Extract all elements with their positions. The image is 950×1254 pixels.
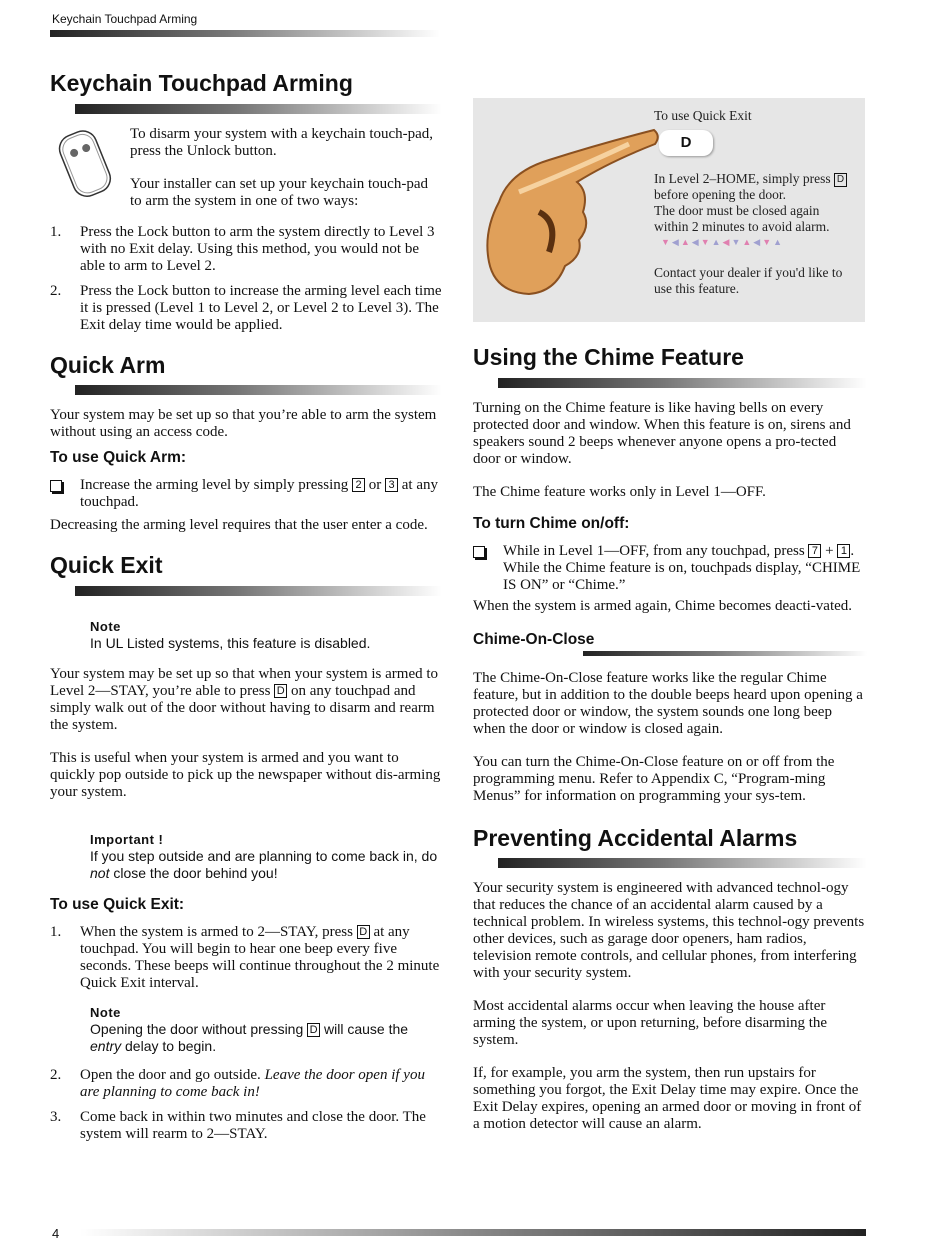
left-column <box>50 70 442 1143</box>
qe-line1: In Level 2–HOME, simply press D before opening the door. <box>654 171 859 203</box>
checklist-item: Increase the arming level by simply pressing 2 or 3 at any touchpad. <box>50 477 442 511</box>
section-rule <box>498 378 867 388</box>
section-rule <box>75 586 442 596</box>
qe-line2: The door must be closed again within 2 minutes to avoid alarm. <box>654 203 830 234</box>
decorative-triangles-icon: ▼◀▲◀▼▲◀▼▲◀▼▲ <box>661 237 785 247</box>
d-key-button-icon: D <box>659 130 713 156</box>
qe-line3: Contact your dealer if you'd like to use this feature. <box>654 265 843 296</box>
footer-rule <box>80 1229 866 1236</box>
keychain-remote-icon <box>50 126 118 202</box>
section-rule <box>75 385 442 395</box>
chime-on-close-title: Chime-On-Close <box>473 630 595 648</box>
header-rule <box>50 30 440 37</box>
chime-on-close-p2: You can turn the Chime-On-Close feature on or off from the programming menu. Refer to Appendix C, “Program-ming Menus” for information on programming your sys-tem. <box>473 753 835 804</box>
checkbox-icon <box>50 480 62 492</box>
note: Note Opening the door without pressing D will cause the entry delay to begin. <box>90 1004 409 1054</box>
keychain-p1: To disarm your system with a keychain touch-pad, press the Unlock button. <box>130 125 434 159</box>
keychain-p2: Your installer can set up your keychain touch-pad to arm the system in one of two ways: <box>130 175 428 209</box>
chime-p3: When the system is armed again, Chime becomes deacti-vated. <box>473 597 853 614</box>
accidental-p1: Your security system is engineered with advanced technol-ogy that reduces the chance of an accidental alarm caused by a technical problem. In wireless systems, this technol-ogy prevents other devices, such as garage door openers, ham radios, television remote controls, and cellular phones, from interfering with your security system. <box>473 880 865 982</box>
quick-exit-p1: Your system may be set up so that when your system is armed to Level 2—STAY, you’re able to press D on any touchpad and simply walk out of the door without having to disarm and rearm the system. <box>50 665 439 733</box>
chime-p1: Turning on the Chime feature is like having bells on every protected door and window. When this feature is on, sirens and speakers sound 2 beeps whenever anyone opens a pro-tected door or window. <box>473 399 851 467</box>
key-3-icon: 3 <box>385 478 398 492</box>
chime-on-close-p1: The Chime-On-Close feature works like the regular Chime feature, but in addition to the double beeps heard upon opening a protected door or window, the system sounds one long beep when the door or window is closed again. <box>473 669 863 737</box>
key-2-icon: 2 <box>352 478 365 492</box>
quick-arm-subtitle: To use Quick Arm: <box>50 449 187 467</box>
pointing-hand-icon <box>479 122 659 312</box>
chime-p2: The Chime feature works only in Level 1—OFF. <box>473 483 766 500</box>
accidental-p2: Most accidental alarms occur when leaving the house after arming the system, or upon returning, before disarming the system. <box>473 998 828 1049</box>
key-1-icon: 1 <box>837 544 850 558</box>
qe-heading: To use Quick Exit <box>654 108 752 123</box>
page-number: 4 <box>52 1226 60 1241</box>
list-item: 3. Come back in within two minutes and close the door. The system will rearm to 2—STAY. <box>50 1108 426 1142</box>
checkbox-icon <box>473 546 485 558</box>
quick-arm-p2: Decreasing the arming level requires that the user enter a code. <box>50 517 428 534</box>
quick-exit-illustration <box>473 98 865 322</box>
subsection-rule <box>583 651 867 656</box>
section-rule <box>498 858 867 868</box>
important-note: Important ! If you step outside and are planning to come back in, do not close the door behind you! <box>90 831 438 881</box>
keychain-intro <box>50 126 442 210</box>
checklist-item: While in Level 1—OFF, from any touchpad, press 7 + 1 . While the Chime feature is on, touchpads display, “CHIME IS ON” or “Chime.” <box>473 543 867 594</box>
list-item: 1. When the system is armed to 2—STAY, press D at any touchpad. You will begin to hear one beep every five seconds. These beeps will continue throughout the 2 minute Quick Exit interval. <box>50 923 440 991</box>
quick-exit-subtitle: To use Quick Exit: <box>50 895 185 913</box>
note: Note In UL Listed systems, this feature is disabled. <box>90 618 371 651</box>
chime-title: Using the Chime Feature <box>473 344 744 370</box>
accidental-p3: If, for example, you arm the system, then run upstairs for something you forgot, the Exit Delay time may expire. Once the Exit Delay expires, opening an armed door or moving in front of a motion detector will cause an alarm. <box>473 1065 862 1133</box>
key-d-icon: D <box>357 925 370 939</box>
running-header: Keychain Touchpad Arming <box>52 12 198 26</box>
quick-exit-title: Quick Exit <box>50 552 163 579</box>
key-d-icon: D <box>834 173 847 187</box>
section-rule <box>75 104 442 114</box>
chime-subtitle: To turn Chime on/off: <box>473 514 630 532</box>
keychain-title: Keychain Touchpad Arming <box>50 70 353 96</box>
quick-arm-p1: Your system may be set up so that you’re able to arm the system without using an access code. <box>50 407 437 441</box>
key-7-icon: 7 <box>808 544 821 558</box>
quick-arm-title: Quick Arm <box>50 351 166 378</box>
quick-exit-p2: This is useful when your system is armed and you want to quickly pop outside to pick up the newspaper without dis-arming your system. <box>50 749 441 800</box>
key-d-icon: D <box>307 1023 320 1037</box>
accidental-title: Preventing Accidental Alarms <box>473 824 798 851</box>
list-item: 2. Press the Lock button to increase the arming level each time it is pressed (Level 1 to Level 2, or Level 2 to Level 3). The Exit delay time would be applied. <box>50 282 442 333</box>
right-column <box>473 98 867 1133</box>
list-item: 1. Press the Lock button to arm the system directly to Level 3 with no Exit delay. Using this method, you would not be able to arm to Level 2. <box>50 223 435 274</box>
key-d-icon: D <box>274 684 287 698</box>
list-item: 2. Open the door and go outside. Leave the door open if you are planning to come back in! <box>50 1066 425 1100</box>
